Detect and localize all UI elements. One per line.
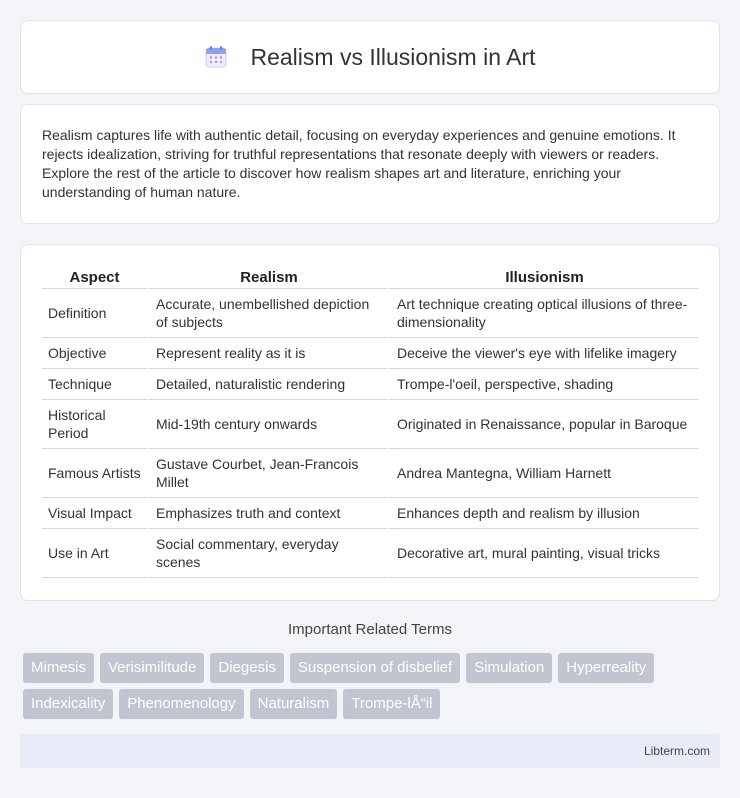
tag-trompe-loeil[interactable]: Trompe-lÅ“il bbox=[343, 689, 440, 719]
tag-naturalism[interactable]: Naturalism bbox=[250, 689, 338, 719]
cell-illusionism: Deceive the viewer's eye with lifelike imagery bbox=[388, 338, 698, 369]
cell-illusionism: Art technique creating optical illusions of three-dimensionality bbox=[388, 289, 698, 338]
cell-aspect: Visual Impact bbox=[42, 498, 147, 529]
tag-hyperreality[interactable]: Hyperreality bbox=[558, 653, 654, 683]
cell-illusionism: Enhances depth and realism by illusion bbox=[388, 498, 698, 529]
footer-site-link[interactable]: Libterm.com bbox=[643, 744, 710, 758]
header-card bbox=[20, 20, 720, 94]
cell-aspect: Historical Period bbox=[42, 400, 147, 449]
tag-indexicality[interactable]: Indexicality bbox=[23, 689, 113, 719]
intro-text: Realism captures life with authentic detail, focusing on everyday experiences and genuine emotions. It rejects idealization, striving for truthful representations that resonate deeply with viewers or readers. Explore the rest of the article to discover how realism shapes art and literature, enriching your understanding of human nature. bbox=[42, 127, 676, 200]
tag-row bbox=[23, 689, 723, 719]
table-row bbox=[42, 369, 698, 400]
cell-aspect: Definition bbox=[42, 289, 147, 338]
cell-illusionism: Andrea Mantegna, William Harnett bbox=[388, 449, 698, 498]
cell-illusionism: Originated in Renaissance, popular in Baroque bbox=[388, 400, 698, 449]
cell-illusionism: Decorative art, mural painting, visual tricks bbox=[388, 529, 698, 578]
tag-simulation[interactable]: Simulation bbox=[466, 653, 552, 683]
footer bbox=[20, 734, 720, 768]
cell-realism: Mid-19th century onwards bbox=[147, 400, 388, 449]
page-title: Realism vs Illusionism in Art bbox=[250, 43, 536, 70]
table-header-row bbox=[42, 267, 698, 289]
table-row bbox=[42, 498, 698, 529]
table-row bbox=[42, 449, 698, 498]
cell-illusionism: Trompe-l'oeil, perspective, shading bbox=[388, 369, 698, 400]
calendar-icon bbox=[204, 45, 228, 69]
tag-verisimilitude[interactable]: Verisimilitude bbox=[100, 653, 204, 683]
cell-aspect: Famous Artists bbox=[42, 449, 147, 498]
comparison-table bbox=[42, 267, 698, 578]
cell-realism: Emphasizes truth and context bbox=[147, 498, 388, 529]
comparison-card bbox=[20, 244, 720, 601]
table-row bbox=[42, 289, 698, 338]
column-header-illusionism: Illusionism bbox=[388, 267, 698, 289]
cell-realism: Gustave Courbet, Jean-Francois Millet bbox=[147, 449, 388, 498]
table-row bbox=[42, 529, 698, 578]
related-terms-title: Important Related Terms bbox=[288, 621, 452, 638]
cell-realism: Accurate, unembellished depiction of subjects bbox=[147, 289, 388, 338]
table-row bbox=[42, 400, 698, 449]
tag-mimesis[interactable]: Mimesis bbox=[23, 653, 94, 683]
column-header-realism: Realism bbox=[147, 267, 388, 289]
related-terms-tags bbox=[23, 653, 723, 725]
tag-phenomenology[interactable]: Phenomenology bbox=[119, 689, 243, 719]
cell-realism: Represent reality as it is bbox=[147, 338, 388, 369]
table-row bbox=[42, 338, 698, 369]
cell-aspect: Use in Art bbox=[42, 529, 147, 578]
cell-aspect: Objective bbox=[42, 338, 147, 369]
cell-realism: Social commentary, everyday scenes bbox=[147, 529, 388, 578]
intro-card bbox=[20, 104, 720, 224]
cell-aspect: Technique bbox=[42, 369, 147, 400]
tag-diegesis[interactable]: Diegesis bbox=[210, 653, 284, 683]
tag-row bbox=[23, 653, 723, 683]
cell-realism: Detailed, naturalistic rendering bbox=[147, 369, 388, 400]
tag-suspension-of-disbelief[interactable]: Suspension of disbelief bbox=[290, 653, 460, 683]
column-header-aspect: Aspect bbox=[42, 267, 147, 289]
